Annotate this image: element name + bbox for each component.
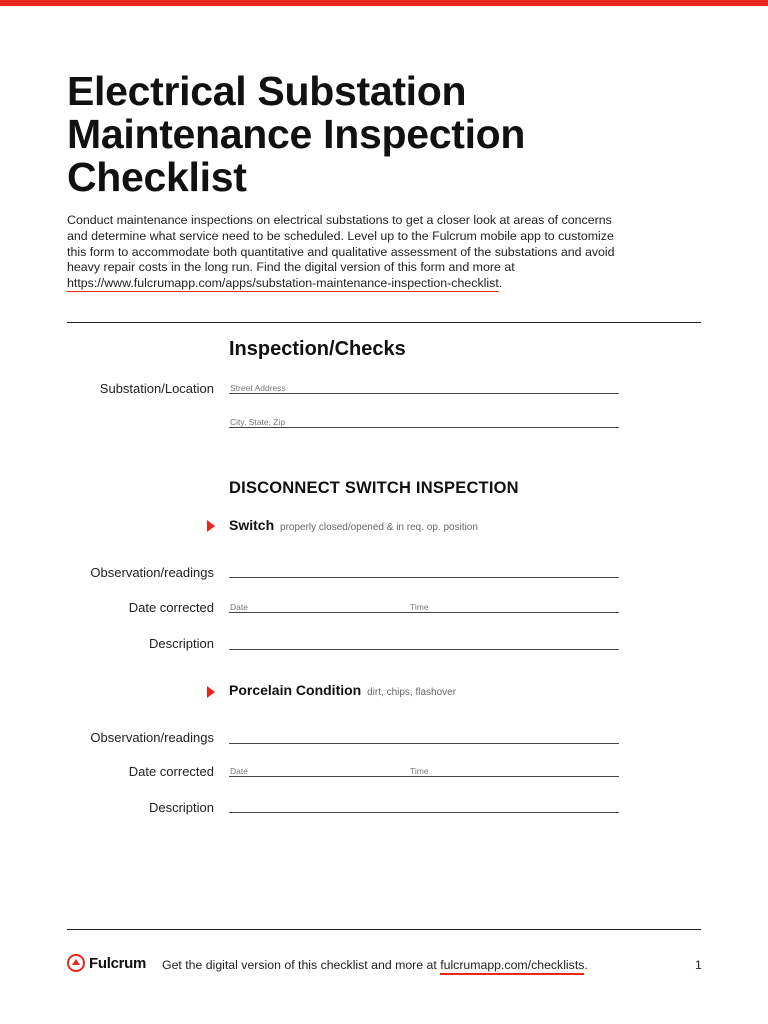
observation-field[interactable]: [229, 743, 619, 744]
intro-paragraph: [67, 213, 627, 292]
description-label: Description: [148, 636, 214, 651]
date-time-field[interactable]: [229, 612, 619, 613]
section-divider-top: [67, 322, 701, 323]
date-placeholder: Date: [230, 766, 248, 776]
item-switch-title: [229, 517, 478, 533]
observation-label: Observation/readings: [90, 730, 214, 745]
title-line-3: Checklist: [67, 154, 247, 200]
time-placeholder: Time: [410, 602, 429, 612]
title-line-1: Electrical Substation: [67, 68, 467, 114]
date-placeholder: Date: [230, 602, 248, 612]
date-corrected-label: Date corrected: [128, 600, 214, 615]
intro-end: .: [498, 276, 503, 291]
page-number: 1: [695, 958, 702, 972]
intro-text: Conduct maintenance inspections on electrical substations to get a closer look at areas of concerns and determine what service need to be scheduled. Level up to the Fulcrum mobile app to customize this form to accommodate both quantitative and qualitative assessment of the substations and avoid heavy repair costs in the long run. Find the digital version of this form and more at: [67, 213, 615, 275]
description-label: Description: [148, 800, 214, 815]
city-state-zip-placeholder: City, State, Zip: [230, 417, 286, 427]
top-accent-bar: [0, 0, 768, 6]
inspection-heading: Inspection/Checks: [229, 338, 406, 360]
item-porcelain-title: [229, 682, 456, 698]
footer-link[interactable]: fulcrumapp.com/checklists: [440, 958, 584, 975]
item-subtitle: properly closed/opened & in req. op. position: [280, 522, 478, 533]
footer-text-end: .: [584, 958, 588, 972]
street-address-field[interactable]: [229, 393, 619, 394]
description-field[interactable]: [229, 649, 619, 650]
time-placeholder: Time: [410, 766, 429, 776]
caret-right-icon: [207, 686, 215, 698]
date-time-field[interactable]: [229, 776, 619, 777]
fulcrum-logo: [67, 954, 146, 972]
footer-text: Get the digital version of this checklist and more at: [162, 958, 441, 972]
observation-field[interactable]: [229, 577, 619, 578]
title-line-2: Maintenance Inspection: [67, 111, 526, 157]
item-title-text: Porcelain Condition: [229, 682, 362, 698]
item-title-text: Switch: [229, 517, 275, 533]
footer-divider: [67, 929, 701, 930]
fulcrum-logo-icon: [67, 954, 85, 972]
date-corrected-label: Date corrected: [128, 764, 214, 779]
item-subtitle: dirt, chips, flashover: [367, 687, 457, 698]
page-title: [67, 70, 707, 199]
description-field[interactable]: [229, 812, 619, 813]
street-address-placeholder: Street Address: [230, 383, 286, 393]
footer-message: [162, 958, 588, 972]
location-label: Substation/Location: [99, 381, 214, 396]
city-state-zip-field[interactable]: [229, 427, 619, 428]
fulcrum-logo-text: Fulcrum: [89, 954, 147, 972]
intro-link[interactable]: https://www.fulcrumapp.com/apps/substation-maintenance-inspection-checklist: [67, 276, 499, 291]
disconnect-switch-heading: DISCONNECT SWITCH INSPECTION: [229, 479, 519, 497]
caret-right-icon: [207, 520, 215, 532]
observation-label: Observation/readings: [90, 565, 214, 580]
